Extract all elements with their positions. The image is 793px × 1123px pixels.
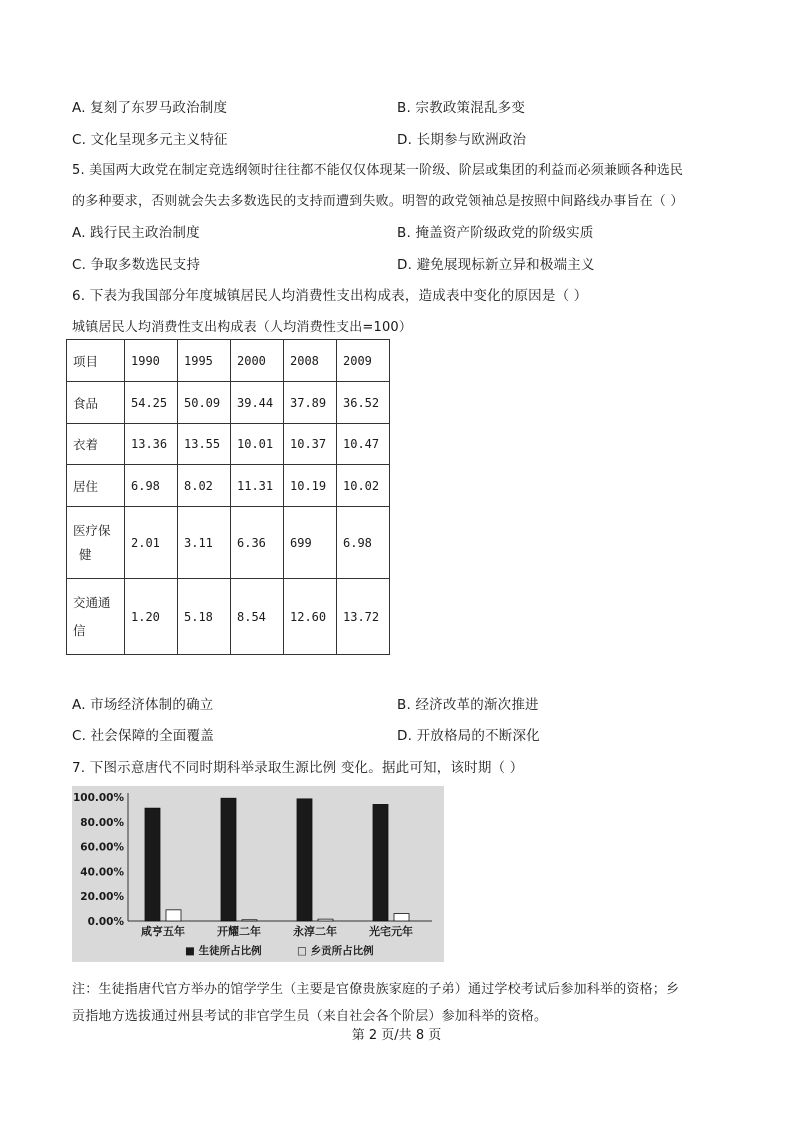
table-cell: 39.44	[231, 382, 284, 424]
bar-shengtu	[221, 798, 236, 921]
bar-xianggong	[394, 914, 409, 921]
y-tick-label: 40.00%	[80, 866, 124, 879]
bar-xianggong	[242, 920, 257, 921]
legend-xianggong: □ 乡贡所占比例	[297, 945, 374, 957]
q6-option-a: A. 市场经济体制的确立	[72, 697, 214, 713]
table-row-label	[67, 579, 125, 655]
table-cell: 13.72	[337, 579, 390, 655]
y-tick-label: 80.00%	[80, 816, 124, 829]
table-row	[67, 382, 390, 424]
table-row-label-line2: 信	[73, 622, 86, 638]
legend-shengtu: ■ 生徒所占比例	[185, 945, 262, 957]
q6-option-d: D. 开放格局的不断深化	[397, 728, 540, 744]
table-header-row	[67, 340, 390, 382]
table-row-label-line1: 交通通	[73, 594, 111, 610]
table-cell: 10.37	[284, 424, 337, 465]
table-row-label-line2: 健	[79, 546, 92, 562]
q5-option-b: B. 掩盖资产阶级政党的阶级实质	[397, 225, 594, 241]
table-cell: 13.55	[178, 424, 231, 465]
q6-option-c: C. 社会保障的全面覆盖	[72, 728, 214, 744]
chart-svg	[72, 786, 444, 962]
table-cell: 6.98	[125, 465, 178, 507]
table-row-label: 衣着	[67, 424, 125, 465]
table-cell: 10.47	[337, 424, 390, 465]
table-row-label: 食品	[67, 382, 125, 424]
x-tick-label: 开耀二年	[217, 925, 261, 938]
q5-stem-line1: 5. 美国两大政党在制定竞选纲领时往往都不能仅仅体现某一阶级、阶层或集团的利益而必须兼顾各种选民	[72, 163, 684, 178]
bar-shengtu	[297, 799, 312, 921]
table-cell: 1.20	[125, 579, 178, 655]
q5-option-d: D. 避免展现标新立异和极端主义	[397, 257, 595, 273]
q7-note-line2: 贡指地方选拔通过州县考试的非官学生员（来自社会各个阶层）参加科举的资格。	[72, 1009, 548, 1024]
q4-option-a: A. 复刻了东罗马政治制度	[72, 100, 228, 116]
y-tick-label: 100.00%	[72, 792, 124, 804]
table-cell: 3.11	[178, 507, 231, 579]
table-row	[67, 507, 390, 579]
bar-shengtu	[373, 804, 388, 921]
table-header-cell: 2008	[284, 340, 337, 382]
q7-stem: 7. 下图示意唐代不同时期科举录取生源比例 变化。据此可知，该时期（ ）	[72, 760, 524, 776]
q4-option-d: D. 长期参与欧洲政治	[397, 132, 527, 148]
q6-stem: 6. 下表为我国部分年度城镇居民人均消费性支出构成表，造成表中变化的原因是（ ）	[72, 288, 588, 304]
q6-option-b: B. 经济改革的渐次推进	[397, 697, 539, 713]
q5-option-a: A. 践行民主政治制度	[72, 225, 200, 241]
table-cell: 11.31	[231, 465, 284, 507]
q5-stem-line2: 的多种要求，否则就会失去多数选民的支持而遭到失败。明智的政党领袖总是按照中间路线办事旨在（ ）	[72, 194, 684, 209]
table-cell: 10.01	[231, 424, 284, 465]
q4-option-b: B. 宗教政策混乱多变	[397, 100, 526, 116]
table-row-label-line1: 医疗保	[73, 522, 111, 538]
table-row	[67, 579, 390, 655]
table-header-cell: 2000	[231, 340, 284, 382]
table-cell: 6.98	[337, 507, 390, 579]
x-tick-label: 永淳二年	[293, 925, 337, 938]
table-header-cell: 1990	[125, 340, 178, 382]
bar-xianggong	[166, 910, 181, 921]
table-cell: 5.18	[178, 579, 231, 655]
q6-table-title: 城镇居民人均消费性支出构成表（人均消费性支出=100）	[72, 320, 413, 335]
table-cell: 50.09	[178, 382, 231, 424]
y-tick-label: 0.00%	[87, 916, 124, 928]
table-cell: 699	[284, 507, 337, 579]
y-tick-label: 60.00%	[80, 841, 124, 854]
x-tick-label: 光宅元年	[369, 925, 413, 938]
consumption-table	[66, 339, 390, 655]
bar-shengtu	[145, 808, 160, 921]
page-footer: 第 2 页/共 8 页	[351, 1028, 442, 1043]
table-cell: 12.60	[284, 579, 337, 655]
table-row	[67, 465, 390, 507]
table-cell: 36.52	[337, 382, 390, 424]
table-cell: 6.36	[231, 507, 284, 579]
table-cell: 10.02	[337, 465, 390, 507]
table-header-cell: 1995	[178, 340, 231, 382]
bar-xianggong	[318, 919, 333, 921]
table-row-label	[67, 507, 125, 579]
table-cell: 37.89	[284, 382, 337, 424]
exam-ratio-chart	[72, 786, 444, 962]
y-tick-label: 20.00%	[80, 891, 124, 904]
table-header-cell: 2009	[337, 340, 390, 382]
table-cell: 13.36	[125, 424, 178, 465]
q5-option-c: C. 争取多数选民支持	[72, 257, 201, 273]
table-header-cell: 项目	[67, 340, 125, 382]
x-tick-label: 咸亨五年	[141, 925, 185, 938]
table-cell: 54.25	[125, 382, 178, 424]
table-cell: 2.01	[125, 507, 178, 579]
table-cell: 8.02	[178, 465, 231, 507]
table-row-label: 居住	[67, 465, 125, 507]
table-row	[67, 424, 390, 465]
q7-note-line1: 注：生徒指唐代官方举办的馆学学生（主要是官僚贵族家庭的子弟）通过学校考试后参加科举的资格；乡	[72, 982, 680, 997]
table-cell: 10.19	[284, 465, 337, 507]
q4-option-c: C. 文化呈现多元主义特征	[72, 132, 228, 148]
table-cell: 8.54	[231, 579, 284, 655]
